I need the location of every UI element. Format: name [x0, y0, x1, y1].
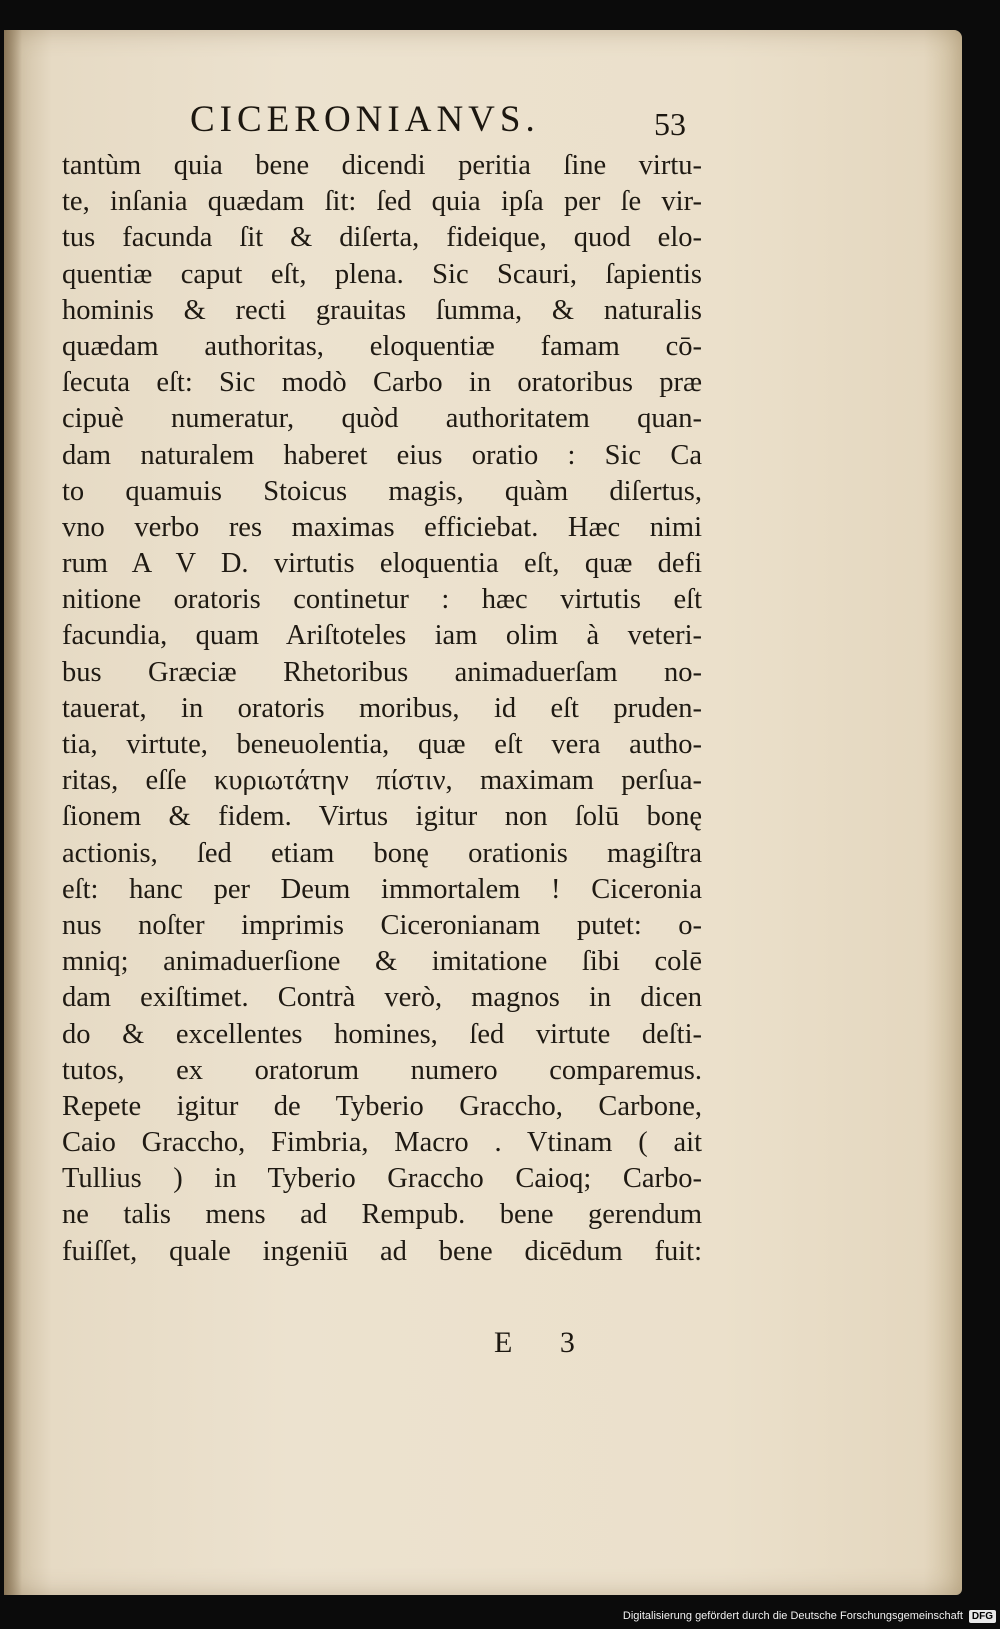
text-line: tus facunda ſit & diſerta, fideique, quod elo-: [62, 222, 702, 254]
text-line: vno verbo res maximas efficiebat. Hæc nimi: [62, 511, 702, 543]
text-line: nitione oratoris continetur : hæc virtutis eſt: [62, 584, 702, 616]
text-line: tutos, ex oratorum numero comparemus.: [62, 1054, 702, 1086]
text-line: te, inſania quædam ſit: ſed quia ipſa per ſe vir-: [62, 186, 702, 218]
footer-credit-bar: [623, 1603, 1000, 1629]
signature-mark: E 3: [494, 1326, 595, 1359]
text-line: cipuè numeratur, quòd authoritatem quan-: [62, 403, 702, 435]
book-page: [4, 30, 962, 1595]
text-line: ſionem & fidem. Virtus igitur non ſolū bonę: [62, 801, 702, 833]
text-line: fuiſſet, quale ingeniū ad bene dicēdum fuit:: [62, 1235, 702, 1267]
text-line: dam naturalem haberet eius oratio : Sic Ca: [62, 439, 702, 471]
text-line: bus Græciæ Rhetoribus animaduerſam no-: [62, 656, 702, 688]
running-head: CICERONIANVS.: [190, 99, 540, 140]
page-number: 53: [654, 106, 686, 142]
text-line: tantùm quia bene dicendi peritia ſine virtu-: [62, 150, 702, 181]
text-line: Caio Graccho, Fimbria, Macro . Vtinam ( ait: [62, 1127, 702, 1159]
text-line: tia, virtute, beneuolentia, quæ eſt vera autho-: [62, 729, 702, 760]
text-line: Tullius ) in Tyberio Graccho Caioq; Carbo-: [62, 1163, 702, 1195]
text-line: actionis, ſed etiam bonę orationis magiſtra: [62, 837, 702, 869]
body-text: [62, 148, 702, 1270]
text-line: quentiæ caput eſt, plena. Sic Scauri, ſapientis: [62, 258, 702, 290]
text-line: mniq; animaduerſione & imitatione ſibi colē: [62, 946, 702, 978]
footer-credit: Digitalisierung gefördert durch die Deutsche Forschungsgemeinschaft: [622, 1610, 963, 1622]
text-line: rum A V D. virtutis eloquentia eſt, quæ defi: [62, 548, 702, 580]
text-line: tauerat, in oratoris moribus, id eſt pruden-: [62, 692, 702, 724]
text-line: do & excellentes homines, ſed virtute deſti-: [62, 1018, 702, 1050]
text-line: hominis & recti grauitas ſumma, & naturalis: [62, 294, 702, 326]
text-line: eſt: hanc per Deum immortalem ! Ciceronia: [62, 873, 702, 905]
text-line: to quamuis Stoicus magis, quàm diſertus,: [62, 475, 702, 507]
text-line: ritas, eſſe κυριωτάτην πίστιν, maximam perſua-: [62, 765, 702, 797]
text-line: ne talis mens ad Rempub. bene gerendum: [62, 1199, 702, 1231]
text-line: facundia, quam Ariſtoteles iam olim à veteri-: [62, 620, 702, 652]
dfg-logo: DFG: [969, 1610, 996, 1623]
text-line: nus noſter imprimis Ciceronianam putet: o-: [62, 909, 702, 941]
text-line: dam exiſtimet. Contrà verò, magnos in dicen: [62, 982, 702, 1014]
text-line: Repete igitur de Tyberio Graccho, Carbone,: [62, 1090, 702, 1122]
text-line: quædam authoritas, eloquentiæ famam cō-: [62, 330, 702, 362]
text-line: ſecuta eſt: Sic modò Carbo in oratoribus præ: [62, 367, 702, 399]
